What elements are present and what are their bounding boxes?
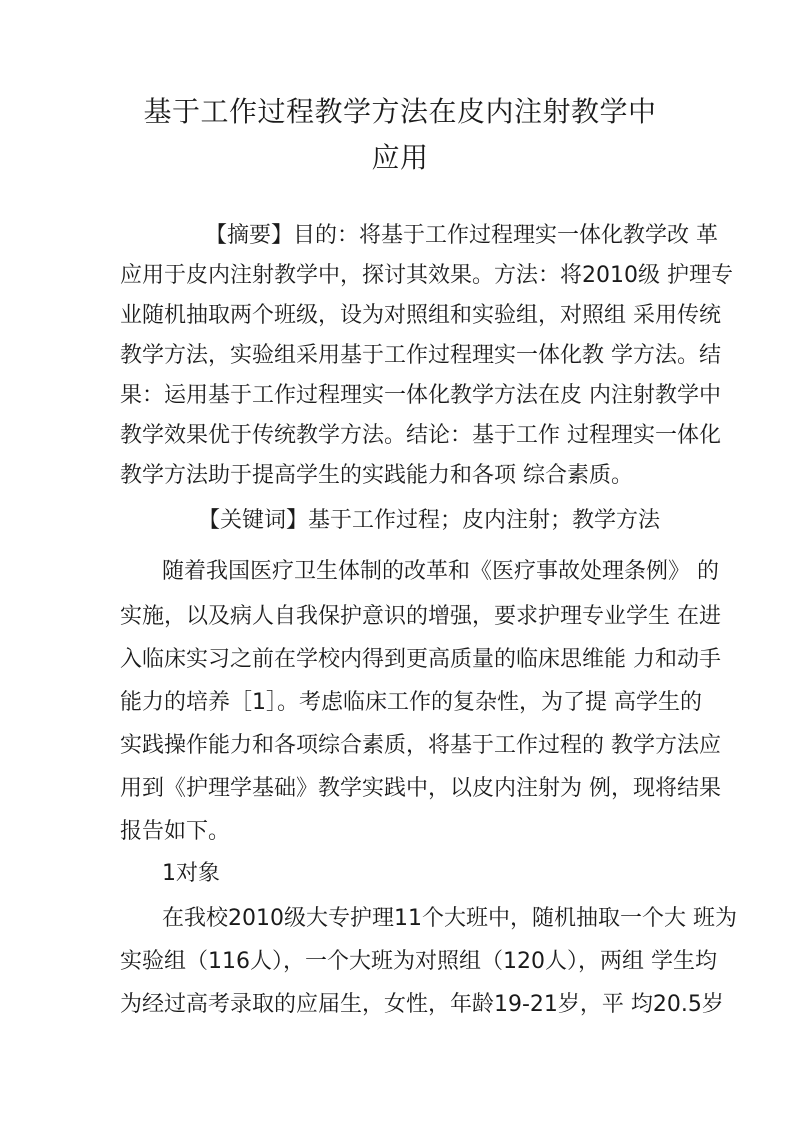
abstract-line-5: 果：运用基于工作过程理实一体化教学方法在皮 内注射教学中 bbox=[120, 383, 721, 408]
section-heading-subjects: 1对象 bbox=[162, 861, 220, 886]
abstract-line-1: 【摘要】目的：将基于工作过程理实一体化教学改 革 bbox=[205, 223, 718, 248]
intro-line-1: 随着我国医疗卫生体制的改革和《医疗事故处理条例》 的 bbox=[162, 559, 719, 584]
intro-line-4: 能力的培养［1］。考虑临床工作的复杂性，为了提 高学生的 bbox=[120, 690, 702, 715]
intro-line-3: 入临床实习之前在学校内得到更高质量的临床思维能 力和动手 bbox=[120, 647, 721, 672]
intro-line-2: 实施，以及病人自我保护意识的增强，要求护理专业学生 在进 bbox=[120, 604, 721, 629]
abstract-line-7: 教学方法助于提高学生的实践能力和各项 综合素质。 bbox=[120, 463, 633, 488]
document-title-line-2: 应用 bbox=[371, 141, 429, 174]
abstract-line-2: 应用于皮内注射教学中，探讨其效果。方法：将2010级 护理专 bbox=[120, 263, 733, 288]
abstract-line-6: 教学效果优于传统教学方法。结论：基于工作 过程理实一体化 bbox=[120, 423, 721, 448]
document-title-line-1: 基于工作过程教学方法在皮内注射教学中 bbox=[143, 95, 657, 128]
keywords-line: 【关键词】基于工作过程；皮内注射；教学方法 bbox=[198, 508, 661, 533]
subjects-line-1: 在我校2010级大专护理11个大班中，随机抽取一个大 班为 bbox=[162, 906, 737, 931]
intro-line-6: 用到《护理学基础》教学实践中，以皮内注射为 例，现将结果 bbox=[120, 776, 721, 801]
intro-line-7: 报告如下。 bbox=[120, 819, 231, 844]
subjects-line-2: 实验组（116人），一个大班为对照组（120人），两组 学生均 bbox=[120, 949, 717, 974]
intro-line-5: 实践操作能力和各项综合素质，将基于工作过程的 教学方法应 bbox=[120, 733, 721, 758]
abstract-line-4: 教学方法，实验组采用基于工作过程理实一体化教 学方法。结 bbox=[120, 343, 721, 368]
subjects-line-3: 为经过高考录取的应届生，女性，年龄19-21岁，平 均20.5岁 bbox=[120, 992, 724, 1017]
abstract-line-3: 业随机抽取两个班级，设为对照组和实验组，对照组 采用传统 bbox=[120, 303, 721, 328]
